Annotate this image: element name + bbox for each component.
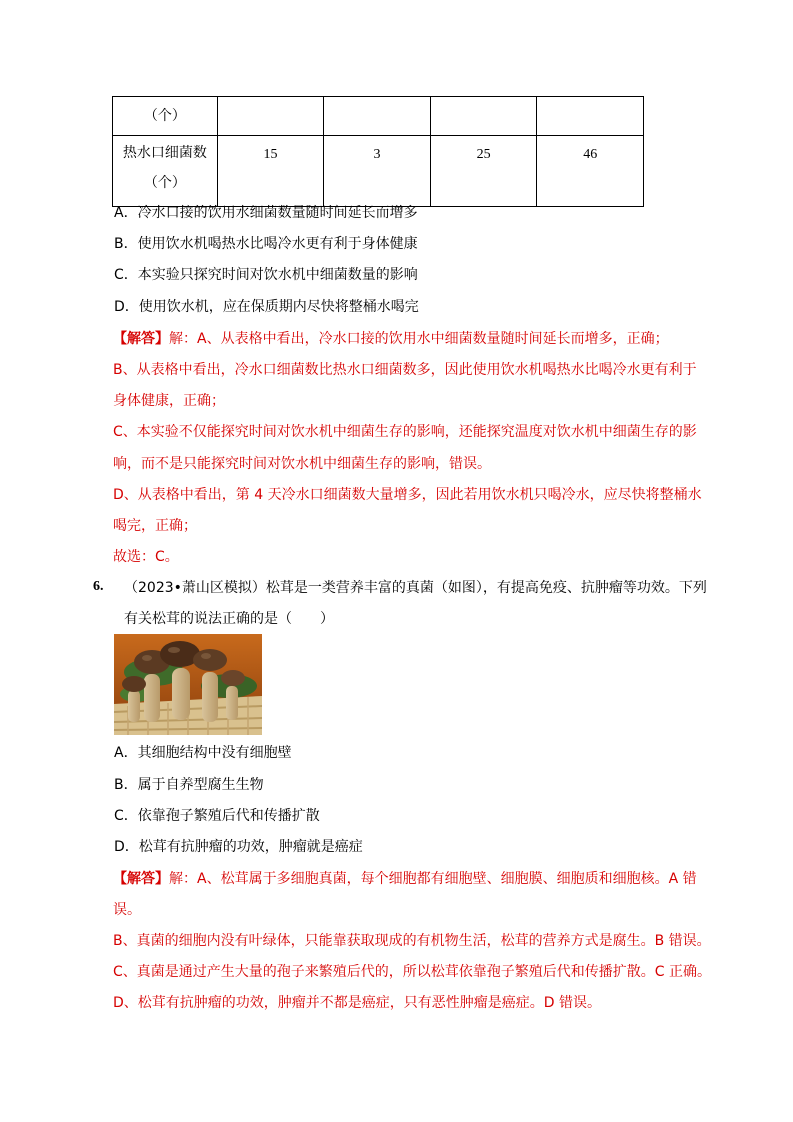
option-d: D．使用饮水机，应在保质期内尽快将整桶水喝完	[114, 299, 419, 315]
table-cell: 15	[217, 136, 324, 207]
question-number: 6.	[93, 579, 104, 594]
table-row-header: （个）	[113, 97, 218, 136]
answer-line: B、从表格中看出，冷水口细菌数比热水口细菌数多，因此使用饮水机喝热水比喝冷水更有利于	[113, 362, 697, 378]
answer-tag: 【解答】	[113, 331, 169, 347]
answer-line	[113, 869, 697, 889]
answer-line: D、从表格中看出，第 4 天冷水口细菌数大量增多，因此若用饮水机只喝冷水，应尽快将整桶水	[113, 487, 702, 503]
table-cell	[537, 97, 644, 136]
answer-line: 喝完，正确；	[113, 518, 197, 534]
table-row-header	[113, 136, 218, 207]
table-row	[113, 136, 644, 207]
answer-tag: 【解答】	[113, 871, 169, 887]
question-stem: 有关松茸的说法正确的是（ ）	[124, 611, 334, 627]
row-header-line: （个）	[143, 175, 186, 191]
answer-line: 响，而不是只能探究时间对饮水机中细菌生存的影响，错误。	[113, 456, 491, 472]
option-d: D．松茸有抗肿瘤的功效，肿瘤就是癌症	[114, 839, 363, 855]
option-a: A．冷水口接的饮用水细菌数量随时间延长而增多	[114, 205, 418, 221]
answer-text: 解：A、松茸属于多细胞真菌，每个细胞都有细胞壁、细胞膜、细胞质和细胞核。A 错	[169, 871, 697, 887]
table-cell	[430, 97, 537, 136]
option-a: A．其细胞结构中没有细胞壁	[114, 745, 292, 761]
option-c: C．本实验只探究时间对饮水机中细菌数量的影响	[114, 267, 418, 283]
answer-line: 故选：C。	[113, 549, 179, 565]
option-b: B．使用饮水机喝热水比喝冷水更有利于身体健康	[114, 236, 418, 252]
answer-line: C、真菌是通过产生大量的孢子来繁殖后代的，所以松茸依靠孢子繁殖后代和传播扩散。C 正确。	[113, 964, 711, 980]
answer-line: D、松茸有抗肿瘤的功效，肿瘤并不都是癌症，只有恶性肿瘤是癌症。D 错误。	[113, 995, 602, 1011]
option-b: B．属于自养型腐生生物	[114, 777, 264, 793]
answer-line	[113, 329, 669, 349]
row-header-line: 热水口细菌数	[122, 145, 207, 161]
answer-line: 误。	[113, 902, 141, 918]
table-cell: 3	[324, 136, 431, 207]
table-cell: 25	[430, 136, 537, 207]
answer-line: B、真菌的细胞内没有叶绿体，只能靠获取现成的有机物生活，松茸的营养方式是腐生。B 错误。	[113, 933, 711, 949]
table-cell	[324, 97, 431, 136]
mushroom-photo	[114, 634, 262, 735]
question-stem: （2023•萧山区模拟）松茸是一类营养丰富的真菌（如图），有提高免疫、抗肿瘤等功效。下列	[124, 580, 707, 596]
table-row	[113, 97, 644, 136]
table-cell: 46	[537, 136, 644, 207]
answer-text: 解：A、从表格中看出，冷水口接的饮用水中细菌数量随时间延长而增多，正确；	[169, 331, 669, 347]
option-c: C．依靠孢子繁殖后代和传播扩散	[114, 808, 320, 824]
bacteria-count-table	[112, 96, 644, 207]
answer-line: C、本实验不仅能探究时间对饮水机中细菌生存的影响，还能探究温度对饮水机中细菌生存的影	[113, 424, 697, 440]
table-cell	[217, 97, 324, 136]
answer-line: 身体健康，正确；	[113, 393, 225, 409]
